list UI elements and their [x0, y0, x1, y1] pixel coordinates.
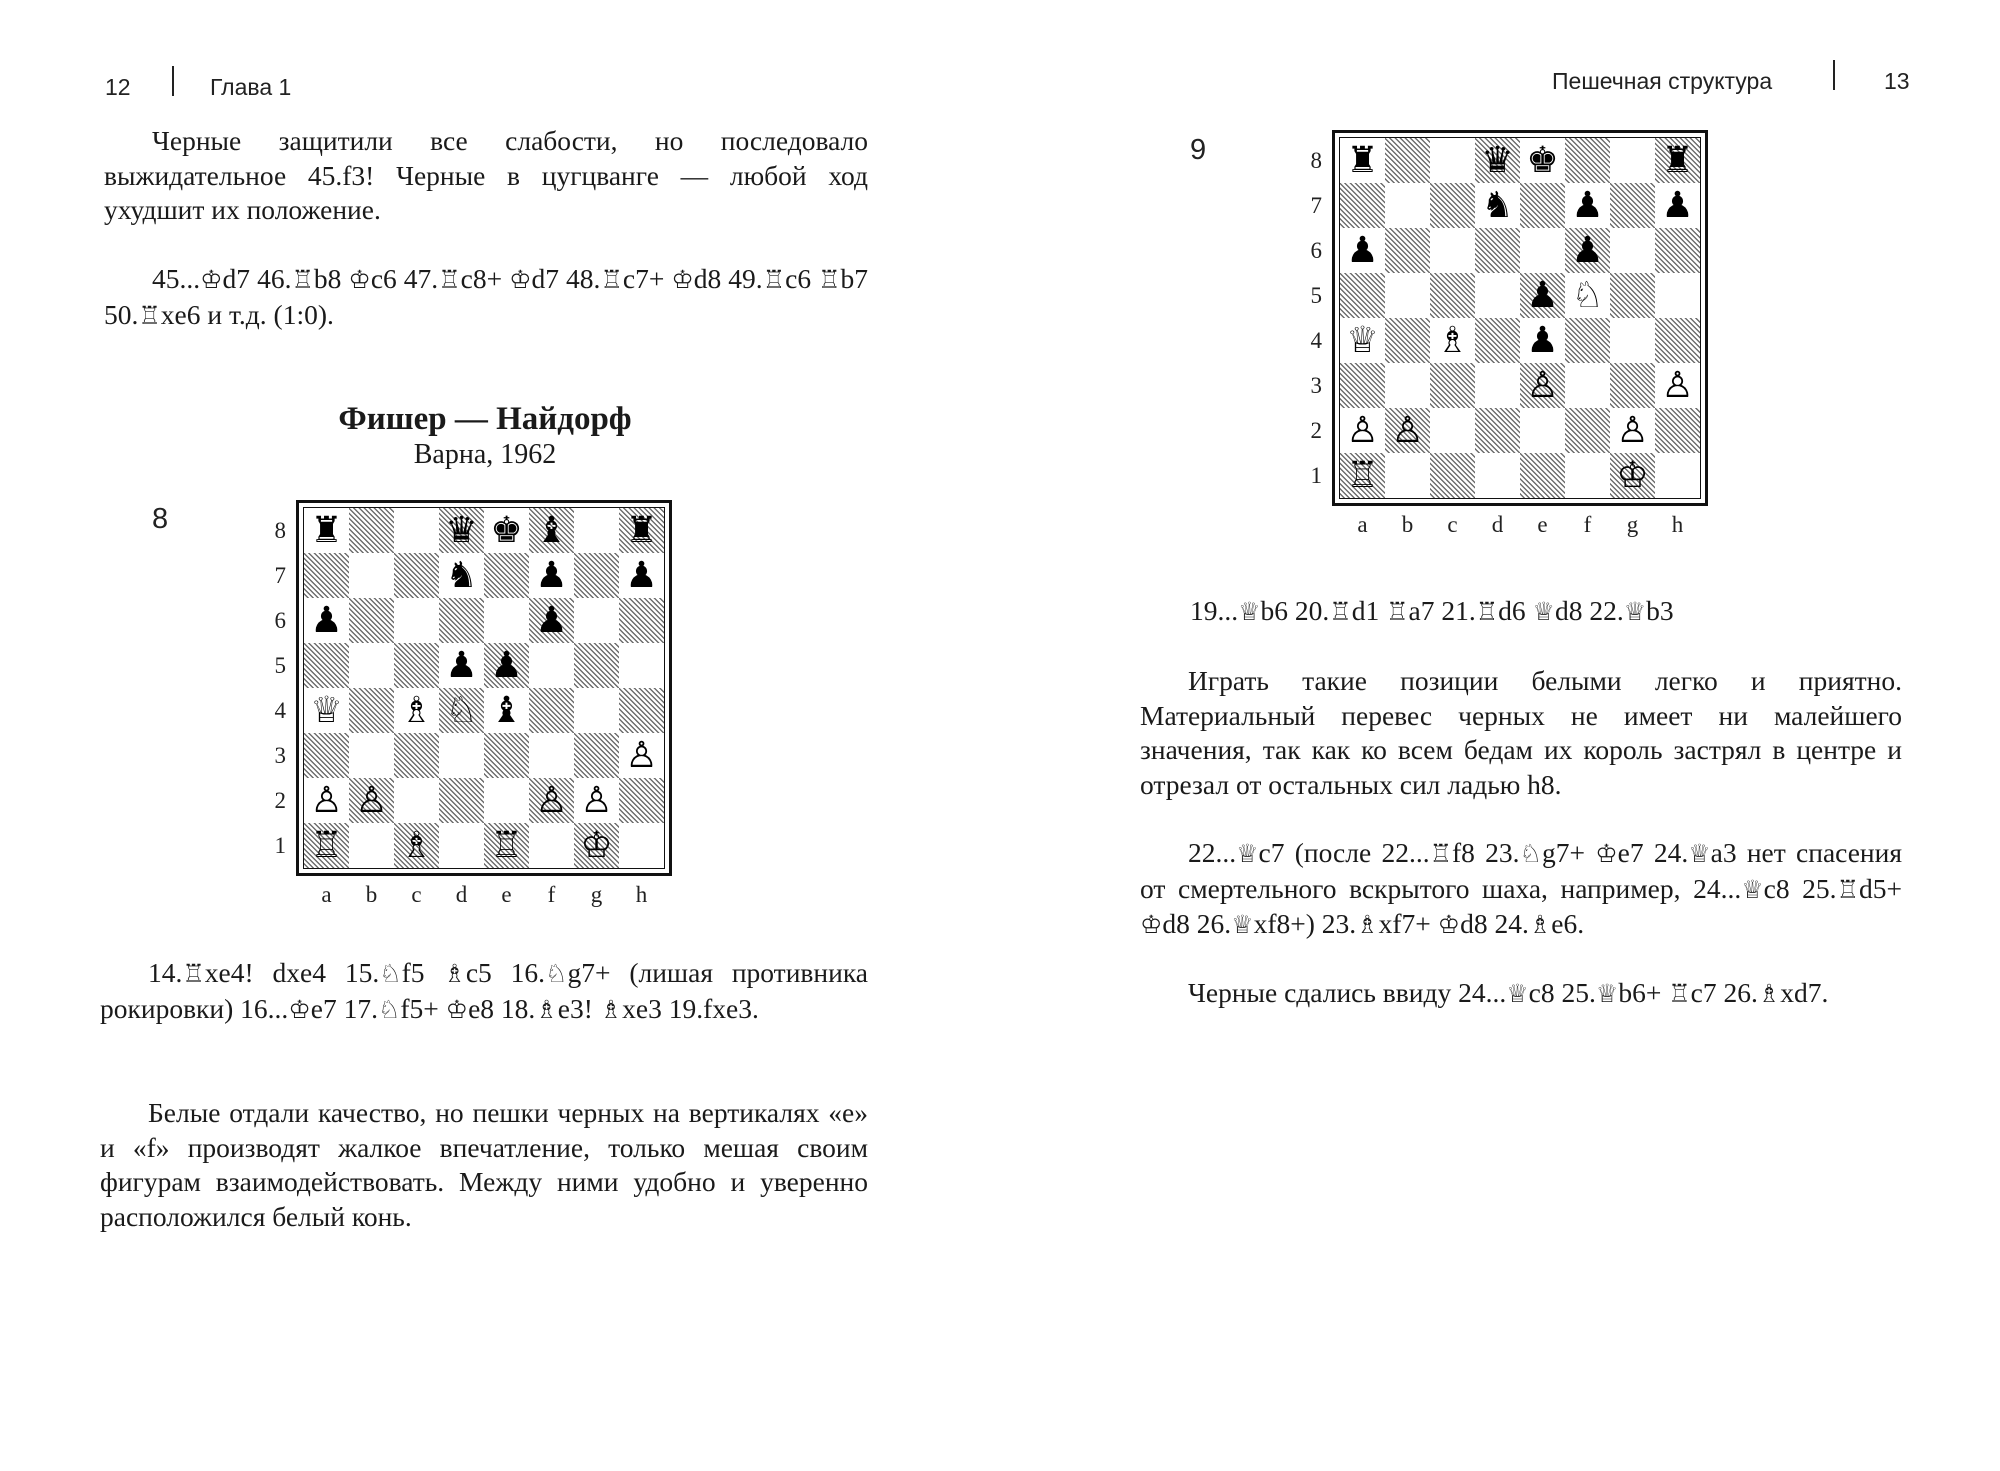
- dark-square: [394, 553, 439, 598]
- white-pawn-icon: ♙: [580, 780, 613, 821]
- white-queen-figurine-icon: ♕: [1532, 597, 1555, 626]
- black-bishop-icon: ♝: [490, 690, 523, 731]
- move-text-run: d6: [1498, 595, 1533, 626]
- dark-square: [1655, 408, 1700, 453]
- dark-square: [1340, 363, 1385, 408]
- paragraph-text: Играть такие позиции белыми легко и приятно. Материальный перевес черных не имеет ни малейшего значения, так как ко всем бедам их король застрял в центре и отрезал от остальных сил ладью h8.: [1140, 665, 1902, 800]
- light-square: [394, 598, 439, 643]
- light-square: [349, 643, 394, 688]
- dark-square: [1475, 228, 1520, 273]
- black-pawn-icon: ♟: [445, 645, 478, 686]
- move-text-run: g7+: [1541, 837, 1596, 868]
- game-players: Фишер — Найдорф: [338, 401, 632, 437]
- white-knight-figurine-icon: ♘: [377, 994, 401, 1024]
- black-pawn-icon: ♟: [535, 555, 568, 596]
- light-square: [1565, 363, 1610, 408]
- white-pawn-icon: ♙: [1346, 410, 1379, 451]
- white-queen-figurine-icon: ♕: [1595, 979, 1619, 1008]
- dark-square: [619, 778, 664, 823]
- move-text-run: xe6 и т.д. (1:0).: [160, 298, 334, 330]
- white-bishop-icon: ♗: [400, 825, 433, 866]
- white-bishop-figurine-icon: ♗: [535, 994, 558, 1024]
- dark-square: [619, 598, 664, 643]
- file-label: g: [590, 882, 603, 907]
- move-text-run: 14.: [148, 957, 183, 988]
- white-pawn-icon: ♙: [1526, 365, 1559, 406]
- dark-square: [349, 508, 394, 553]
- file-label: g: [1626, 512, 1639, 537]
- white-rook-figurine-icon: ♖: [138, 300, 161, 330]
- move-text-run: b8: [313, 263, 349, 294]
- white-king-icon: ♔: [1616, 455, 1649, 496]
- black-pawn-icon: ♟: [1571, 230, 1604, 271]
- file-label: a: [1357, 512, 1368, 537]
- black-king-icon: ♚: [1526, 140, 1559, 181]
- black-rook-icon: ♜: [310, 510, 343, 551]
- header-divider: [172, 66, 174, 96]
- white-knight-icon: ♘: [1571, 275, 1604, 316]
- white-king-figurine-icon: ♔: [671, 265, 694, 294]
- dark-square: [304, 553, 349, 598]
- white-queen-icon: ♕: [1346, 320, 1379, 361]
- move-text-run: a7 21.: [1408, 595, 1476, 626]
- light-square: [1430, 408, 1475, 453]
- move-text-run: d5+: [1858, 872, 1902, 904]
- move-text-run: f5: [401, 957, 444, 988]
- dark-square: [1565, 408, 1610, 453]
- move-text-run: xf7+: [1378, 908, 1438, 939]
- rank-label: 5: [1310, 283, 1322, 308]
- white-rook-figurine-icon: ♖: [182, 959, 205, 988]
- light-square: [619, 643, 664, 688]
- move-text-run: c8 25.: [1763, 872, 1837, 904]
- file-label: d: [455, 882, 468, 907]
- dark-square: [439, 778, 484, 823]
- rank-label: 2: [1310, 418, 1322, 443]
- light-square: [1430, 228, 1475, 273]
- light-square: [484, 598, 529, 643]
- move-text-run: 22...: [1188, 837, 1237, 868]
- dark-square: [439, 598, 484, 643]
- white-bishop-icon: ♗: [1436, 320, 1469, 361]
- black-knight-icon: ♞: [445, 555, 478, 596]
- move-text-run: xe3 19.fxe3.: [622, 992, 759, 1024]
- move-text-run: c6: [785, 263, 819, 294]
- dark-square: [1340, 273, 1385, 318]
- white-rook-icon: ♖: [310, 825, 343, 866]
- move-line: [1140, 836, 1902, 943]
- white-knight-figurine-icon: ♘: [545, 959, 568, 988]
- move-text-run: 19...: [1190, 595, 1239, 626]
- light-square: [1475, 363, 1520, 408]
- move-text-run: d8 26.: [1162, 908, 1232, 939]
- dark-square: [1475, 318, 1520, 363]
- move-text-run: f5+: [400, 992, 446, 1024]
- white-knight-figurine-icon: ♘: [379, 959, 402, 988]
- move-text: [1140, 976, 1902, 1012]
- light-square: [349, 553, 394, 598]
- move-text-run: e6.: [1551, 908, 1585, 939]
- black-queen-icon: ♛: [1481, 140, 1514, 181]
- white-queen-figurine-icon: ♕: [1741, 874, 1764, 904]
- move-text-run: d8 22.: [1554, 595, 1624, 626]
- light-square: [1385, 363, 1430, 408]
- dark-square: [1475, 408, 1520, 453]
- chess-board: [1332, 130, 1708, 506]
- black-pawn-icon: ♟: [490, 645, 523, 686]
- move-text-run: c7 (после 22...: [1258, 837, 1430, 868]
- rank-label: 5: [274, 653, 286, 678]
- right-page: [1000, 0, 2000, 1471]
- white-rook-figurine-icon: ♖: [1475, 597, 1499, 626]
- light-square: [394, 778, 439, 823]
- white-king-figurine-icon: ♔: [200, 265, 223, 294]
- white-pawn-icon: ♙: [625, 735, 658, 776]
- move-text-run: c6 47.: [370, 263, 439, 294]
- file-label: f: [547, 882, 556, 907]
- black-knight-icon: ♞: [1481, 185, 1514, 226]
- move-line: [1142, 594, 1902, 630]
- black-pawn-icon: ♟: [1571, 185, 1604, 226]
- header-divider: [1833, 60, 1835, 90]
- light-square: [529, 733, 574, 778]
- dark-square: [1385, 228, 1430, 273]
- move-text: [1142, 594, 1902, 630]
- dark-square: [1430, 183, 1475, 228]
- dark-square: [1520, 453, 1565, 498]
- light-square: [619, 823, 664, 868]
- black-pawn-icon: ♟: [625, 555, 658, 596]
- move-text-run: d8 24.: [1460, 908, 1529, 939]
- move-text-run: b7 50.: [104, 263, 869, 330]
- black-king-icon: ♚: [490, 510, 523, 551]
- light-square: [529, 643, 574, 688]
- file-label: b: [1401, 512, 1414, 537]
- white-rook-figurine-icon: ♖: [818, 265, 841, 294]
- move-text-run: xf8+) 23.: [1253, 908, 1357, 939]
- move-text-run: Черные сдались ввиду 24...: [1188, 977, 1507, 1008]
- move-text-run: d8 49.: [693, 263, 763, 294]
- dark-square: [574, 553, 619, 598]
- move-text-run: c5 16.: [465, 957, 546, 988]
- white-king-figurine-icon: ♔: [445, 994, 469, 1024]
- light-square: [1655, 273, 1700, 318]
- game-place: Варна, 1962: [413, 439, 557, 470]
- black-pawn-icon: ♟: [1346, 230, 1379, 271]
- light-square: [574, 508, 619, 553]
- white-king-figurine-icon: ♔: [348, 265, 371, 294]
- white-rook-icon: ♖: [1346, 455, 1379, 496]
- dark-square: [1610, 363, 1655, 408]
- rank-label: 7: [1310, 193, 1322, 218]
- dark-square: [1430, 453, 1475, 498]
- file-label: c: [411, 882, 422, 907]
- dark-square: [1430, 273, 1475, 318]
- dark-square: [574, 733, 619, 778]
- black-bishop-icon: ♝: [535, 510, 568, 551]
- move-text-run: c7+: [622, 263, 672, 294]
- white-king-figurine-icon: ♔: [509, 265, 532, 294]
- dark-square: [1340, 183, 1385, 228]
- file-label: h: [635, 882, 648, 907]
- black-rook-icon: ♜: [1661, 140, 1694, 181]
- dark-square: [304, 733, 349, 778]
- dark-square: [484, 733, 529, 778]
- white-queen-figurine-icon: ♕: [1688, 839, 1711, 868]
- move-text-run: xe4! dxe4 15.: [204, 957, 380, 988]
- light-square: [574, 688, 619, 733]
- move-text-run: b6+: [1618, 977, 1669, 1008]
- light-square: [394, 508, 439, 553]
- black-rook-icon: ♜: [625, 510, 658, 551]
- light-square: [1475, 273, 1520, 318]
- move-text: [100, 956, 868, 1027]
- white-king-icon: ♔: [580, 825, 613, 866]
- dark-square: [1385, 138, 1430, 183]
- light-square: [349, 823, 394, 868]
- white-rook-figurine-icon: ♖: [1668, 979, 1691, 1008]
- paragraph-text: Черные защитили все слабости, но последовало выжидательное 45.f3! Черные в цугцванге — любой ход ухудшит их положение.: [104, 125, 868, 225]
- white-rook-figurine-icon: ♖: [438, 265, 461, 294]
- white-bishop-figurine-icon: ♗: [1356, 910, 1379, 939]
- white-rook-figurine-icon: ♖: [1329, 597, 1352, 626]
- white-pawn-icon: ♙: [355, 780, 388, 821]
- rank-label: 4: [274, 698, 286, 723]
- rank-label: 7: [274, 563, 286, 588]
- file-label: a: [321, 882, 332, 907]
- white-rook-figurine-icon: ♖: [600, 265, 623, 294]
- black-pawn-icon: ♟: [1526, 320, 1559, 361]
- white-pawn-icon: ♙: [535, 780, 568, 821]
- move-text-run: e8 18.: [468, 992, 536, 1024]
- dark-square: [484, 553, 529, 598]
- paragraph: [104, 124, 868, 228]
- black-pawn-icon: ♟: [535, 600, 568, 641]
- file-label: b: [365, 882, 378, 907]
- rank-label: 6: [274, 608, 286, 633]
- move-text-run: c8 25.: [1528, 977, 1596, 1008]
- move-text-run: c7 26.: [1690, 977, 1758, 1008]
- diagram-number: 8: [152, 503, 169, 535]
- dark-square: [1385, 318, 1430, 363]
- running-head: Глава 1: [210, 74, 292, 100]
- paragraph-text: Белые отдали качество, но пешки черных на вертикалях «е» и «f» производят жалкое впечатление, только мешая своим фигурам взаимодействовать. Между ними удобно и уверенно расположился белый конь.: [100, 1097, 868, 1232]
- white-queen-figurine-icon: ♕: [1236, 839, 1259, 868]
- white-pawn-icon: ♙: [1661, 365, 1694, 406]
- move-text-run: a3 нет спасения от смертельного вскрытого шаха, например, 24...: [1140, 837, 1902, 904]
- light-square: [439, 823, 484, 868]
- light-square: [1610, 228, 1655, 273]
- white-bishop-icon: ♗: [400, 690, 433, 731]
- paragraph: [100, 1096, 868, 1234]
- dark-square: [1610, 273, 1655, 318]
- diagram-number: 9: [1190, 134, 1207, 166]
- dark-square: [349, 598, 394, 643]
- file-label: e: [1537, 512, 1548, 537]
- light-square: [484, 778, 529, 823]
- move-text-run: e7 24.: [1617, 837, 1689, 868]
- rank-label: 3: [1310, 373, 1322, 398]
- rank-label: 1: [274, 833, 286, 858]
- white-rook-figurine-icon: ♖: [1836, 874, 1859, 904]
- dark-square: [1565, 138, 1610, 183]
- black-rook-icon: ♜: [1346, 140, 1379, 181]
- white-king-figurine-icon: ♔: [1437, 910, 1461, 939]
- white-knight-icon: ♘: [445, 690, 478, 731]
- dark-square: [1655, 318, 1700, 363]
- light-square: [1385, 453, 1430, 498]
- white-king-figurine-icon: ♔: [1140, 910, 1163, 939]
- light-square: [1385, 183, 1430, 228]
- move-text-run: g7+ (лишая противника рокировки) 16...: [100, 957, 868, 1024]
- move-text-run: d1: [1351, 595, 1387, 626]
- white-rook-figurine-icon: ♖: [1386, 597, 1409, 626]
- light-square: [1520, 228, 1565, 273]
- rank-label: 1: [1310, 463, 1322, 488]
- move-text-run: c8+: [460, 263, 510, 294]
- dark-square: [1520, 183, 1565, 228]
- dark-square: [1565, 318, 1610, 363]
- dark-square: [619, 688, 664, 733]
- black-pawn-icon: ♟: [1526, 275, 1559, 316]
- light-square: [1610, 138, 1655, 183]
- move-text: [1140, 836, 1902, 943]
- move-line: [100, 956, 868, 1027]
- white-pawn-icon: ♙: [1391, 410, 1424, 451]
- move-line: [1140, 976, 1902, 1012]
- file-label: d: [1491, 512, 1504, 537]
- dark-square: [1610, 183, 1655, 228]
- light-square: [1520, 408, 1565, 453]
- light-square: [1565, 453, 1610, 498]
- dark-square: [574, 643, 619, 688]
- dark-square: [1430, 363, 1475, 408]
- light-square: [1385, 273, 1430, 318]
- dark-square: [394, 733, 439, 778]
- move-text-run: d7 48.: [531, 263, 601, 294]
- light-square: [529, 823, 574, 868]
- white-queen-figurine-icon: ♕: [1623, 597, 1647, 626]
- page-number: 13: [1884, 68, 1910, 94]
- black-queen-icon: ♛: [445, 510, 478, 551]
- light-square: [439, 733, 484, 778]
- white-rook-figurine-icon: ♖: [291, 265, 314, 294]
- light-square: [1430, 138, 1475, 183]
- move-text-run: xd7.: [1780, 977, 1829, 1008]
- light-square: [1655, 453, 1700, 498]
- move-text-run: f8 23.: [1452, 837, 1520, 868]
- file-label: f: [1583, 512, 1592, 537]
- light-square: [349, 733, 394, 778]
- file-label: e: [501, 882, 512, 907]
- white-pawn-icon: ♙: [1616, 410, 1649, 451]
- rank-label: 4: [1310, 328, 1322, 353]
- white-queen-figurine-icon: ♕: [1238, 597, 1261, 626]
- white-bishop-figurine-icon: ♗: [1528, 910, 1552, 939]
- white-queen-icon: ♕: [310, 690, 343, 731]
- light-square: [574, 598, 619, 643]
- running-head: Пешечная структура: [1552, 68, 1773, 94]
- page-number: 12: [105, 74, 131, 100]
- move-text-run: e7 17.: [310, 992, 378, 1024]
- dark-square: [304, 643, 349, 688]
- light-square: [1610, 318, 1655, 363]
- rank-label: 8: [1310, 148, 1322, 173]
- black-pawn-icon: ♟: [1661, 185, 1694, 226]
- move-text-run: 45...: [152, 263, 201, 294]
- white-rook-figurine-icon: ♖: [1429, 839, 1452, 868]
- game-heading: [220, 400, 750, 472]
- light-square: [1475, 453, 1520, 498]
- dark-square: [1655, 228, 1700, 273]
- white-queen-figurine-icon: ♕: [1506, 979, 1529, 1008]
- paragraph: [1140, 664, 1902, 802]
- dark-square: [529, 688, 574, 733]
- move-text-run: e3!: [557, 992, 600, 1024]
- white-pawn-icon: ♙: [310, 780, 343, 821]
- rank-label: 2: [274, 788, 286, 813]
- move-text: [104, 262, 868, 333]
- rank-label: 6: [1310, 238, 1322, 263]
- black-pawn-icon: ♟: [310, 600, 343, 641]
- white-rook-figurine-icon: ♖: [762, 265, 786, 294]
- chess-board: [296, 500, 672, 876]
- white-knight-figurine-icon: ♘: [1519, 839, 1542, 868]
- white-bishop-figurine-icon: ♗: [1757, 979, 1781, 1008]
- rank-label: 8: [274, 518, 286, 543]
- move-line: [104, 262, 868, 333]
- move-text-run: b6 20.: [1260, 595, 1330, 626]
- white-king-figurine-icon: ♔: [1595, 839, 1618, 868]
- white-bishop-figurine-icon: ♗: [443, 959, 466, 988]
- dark-square: [349, 688, 394, 733]
- dark-square: [394, 643, 439, 688]
- white-rook-icon: ♖: [490, 825, 523, 866]
- white-queen-figurine-icon: ♕: [1231, 910, 1254, 939]
- move-text-run: d7 46.: [222, 263, 292, 294]
- rank-label: 3: [274, 743, 286, 768]
- white-bishop-figurine-icon: ♗: [599, 994, 623, 1024]
- move-text-run: b3: [1646, 595, 1674, 626]
- white-king-figurine-icon: ♔: [288, 994, 311, 1024]
- file-label: h: [1671, 512, 1684, 537]
- file-label: c: [1447, 512, 1458, 537]
